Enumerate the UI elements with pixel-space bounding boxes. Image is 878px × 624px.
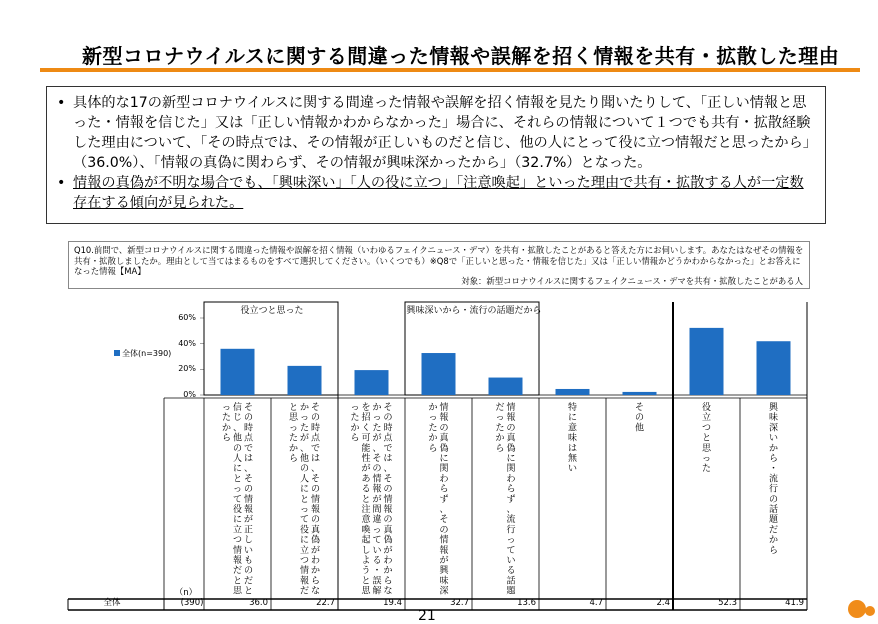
category-label: その他 <box>634 403 645 434</box>
value-label: 2.4 <box>656 598 670 608</box>
bar <box>422 353 456 395</box>
bar <box>221 349 255 395</box>
table-row-label: 全体 <box>103 598 121 608</box>
table-row-n: (390) <box>180 598 204 608</box>
y-tick-label: 60% <box>178 313 196 322</box>
bar <box>355 370 389 395</box>
bullet-icon: • <box>57 175 66 191</box>
category-label: 興味深いから・流行の話題だから <box>768 403 779 556</box>
group-box-useful <box>204 302 338 395</box>
category-label: その時点では、その情報が正しいものだと信じ、他の人にとって役に立つ情報だと思ったから <box>221 403 254 597</box>
legend-label: 全体(n=390) <box>122 349 172 358</box>
y-tick-label: 20% <box>178 364 196 373</box>
bar <box>556 389 590 395</box>
value-label: 41.9 <box>785 598 804 608</box>
value-label: 19.4 <box>383 598 402 608</box>
page-title: 新型コロナウイルスに関する間違った情報や誤解を招く情報を共有・拡散した理由 <box>82 44 840 68</box>
question-box <box>68 241 810 289</box>
summary-box <box>46 86 826 224</box>
orange-dot-icon <box>865 606 875 616</box>
category-label: 情報の真偽に関わらず、流行っている話題だったから <box>495 403 516 597</box>
title-underline <box>40 68 860 72</box>
value-label: 13.6 <box>517 598 536 608</box>
value-label: 22.7 <box>316 598 335 608</box>
bar <box>757 341 791 395</box>
bullet-icon: • <box>57 95 66 111</box>
orange-dot-icon <box>848 600 866 618</box>
category-label: その時点では、その情報の真偽がわからなかったが、その情報が間違っている・誤解を招く可能性があると注意喚起しようと思ったから <box>350 403 393 597</box>
legend-swatch <box>114 350 120 356</box>
summary-bullet-2-text: 情報の真偽が不明な場合でも、「興味深い」「人の役に立つ」「注意喚起」といった理由で共有・拡散する人が一定数存在する傾向が見られた。 <box>73 175 804 211</box>
group-box-interesting <box>405 302 542 395</box>
category-label: 特に意味は無い <box>567 403 578 475</box>
category-label: その時点では、その情報の真偽がわからなかったが、他の人にとって役に立つ情報だと思ったから <box>288 403 321 597</box>
category-label: 情報の真偽に関わらず、その情報が興味深かったから <box>428 403 449 597</box>
n-header: （n） <box>174 588 198 598</box>
y-tick-label: 40% <box>178 339 196 348</box>
summary-bullet-1-text: 具体的な17の新型コロナウイルスに関する間違った情報や誤解を招く情報を見たり聞いたりして、「正しい情報と思った・情報を信じた」又は「正しい情報かわからなかった」場合に、それらの情報について１つでも共有・拡散経験した理由について、「その時点では、その情報が正しいものだと信じ、他の人にとって役に立つ情報だと思ったから」（36.0%）、「情報の真偽に関わらず、その情報が興味深かったから」（32.7%）となった。 <box>73 95 817 171</box>
value-label: 36.0 <box>249 598 268 608</box>
group-label-interesting: 興味深いから・流行の話題だから <box>406 306 542 316</box>
bar <box>288 366 322 395</box>
value-label: 32.7 <box>450 598 469 608</box>
bar <box>690 328 724 395</box>
value-label: 4.7 <box>589 598 603 608</box>
category-label: 役立つと思った <box>701 403 712 475</box>
y-tick-label: 0% <box>183 390 196 399</box>
bar <box>489 378 523 395</box>
group-label-useful: 役立つと思った <box>240 306 304 316</box>
page-number: 21 <box>418 608 436 624</box>
value-label: 52.3 <box>718 598 737 608</box>
question-text: Q10.前問で、新型コロナウイルスに関する間違った情報や誤解を招く情報（いわゆるフェイクニュース・デマ）を共有・拡散したことがあると答えた方にお伺いします。あなたはなぜその情報を共有・拡散しましたか。理由として当てはまるものをすべて選択してください。（いくつでも）※Q8で「正しいと思った・情報を信じた」又は「正しい情報かどうかわからなかった」とお答えになった情報【MA】 <box>74 245 804 276</box>
summary-bullet-1 <box>57 93 817 173</box>
bar <box>623 392 657 395</box>
summary-bullet-2 <box>57 173 817 213</box>
target-note: 対象：新型コロナウイルスに関するフェイクニュース・デマを共有・拡散したことがある人 <box>461 275 803 286</box>
